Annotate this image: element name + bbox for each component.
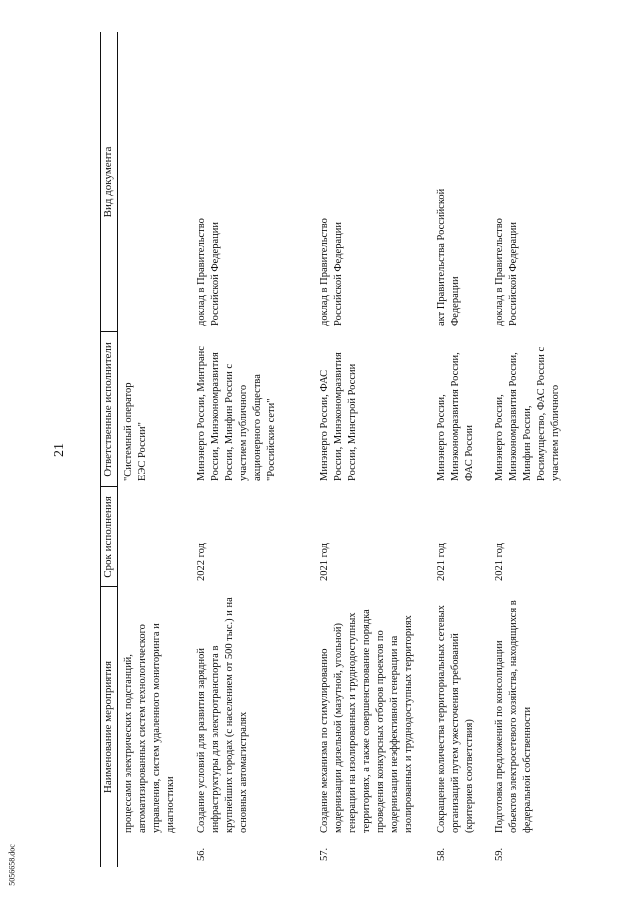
row-executors: Минэнерго России, Минэкономразвития России, Минфин России, Росимущество, ФАС России с участием публичного [494,346,561,481]
row-doc-type: доклад в Правительство Российской Федерации [319,218,344,326]
row-name: Создание условий для развития зарядной инфраструктуры для электротранспорта в крупнейших городах (с населением от 500 тыс.) и на основных автомагистралях [196,597,249,833]
row-executors: Минэнерго России, Минэкономразвития России, ФАС России [436,352,475,481]
row-number: 57. [319,847,330,861]
row-number: 56. [196,847,207,861]
row-deadline: 2021 год [494,543,505,581]
header-deadline: Срок исполнения [102,496,114,578]
row-deadline: 2021 год [319,543,330,581]
table-viewport [100,32,635,867]
header-doc-type: Вид документа [102,146,114,218]
row-number: 58. [436,847,447,861]
page-number: 21 [52,443,67,457]
row-deadline: 2021 год [436,543,447,581]
row-doc-type: доклад в Правительство Российской Федерации [196,218,221,326]
header-executors: Ответственные исполнители [102,342,114,477]
row-number: 59. [494,847,505,861]
table-header [100,32,117,867]
footer-code: 5056658.doc [7,844,17,886]
row-executors: "Системный оператор ЕЭС России" [123,382,148,481]
row-name: Сокращение количества территориальных сетевых организаций путем ужесточения требований (критериев соответствия) [436,605,475,833]
row-deadline: 2022 год [196,543,207,581]
row-doc-type: акт Правительства Российской Федерации [436,188,461,326]
row-name: процессами электрических подстанций, автоматизированных систем технологического управления, систем удаленного мониторинга и диагностики [123,623,176,833]
row-name: Создание механизма по стимулированию модернизации дизельной (мазутной, угольной) генерации на изолированных и труднодоступных территориях, а также совершенствование порядка проведения конкурсных отборов проектов по модернизации неэффективной генерации на изолированных и труднодоступных территориях [319,609,414,833]
measures-table [100,32,635,867]
row-executors: Минэнерго России, ФАС России, Минэкономразвития России, Минстрой России [319,352,358,481]
row-executors: Минэнерго России, Минтранс России, Минэкономразвития России, Минфин России с участием публичного акционерного общества "Российские сети" [196,346,277,481]
row-doc-type: доклад в Правительство Российской Федерации [494,218,519,326]
header-name: Наименование мероприятия [102,660,114,794]
row-name: Подготовка предложений по консолидации объектов электросетевого хозяйства, находящихся в федеральной собственности [494,600,533,833]
